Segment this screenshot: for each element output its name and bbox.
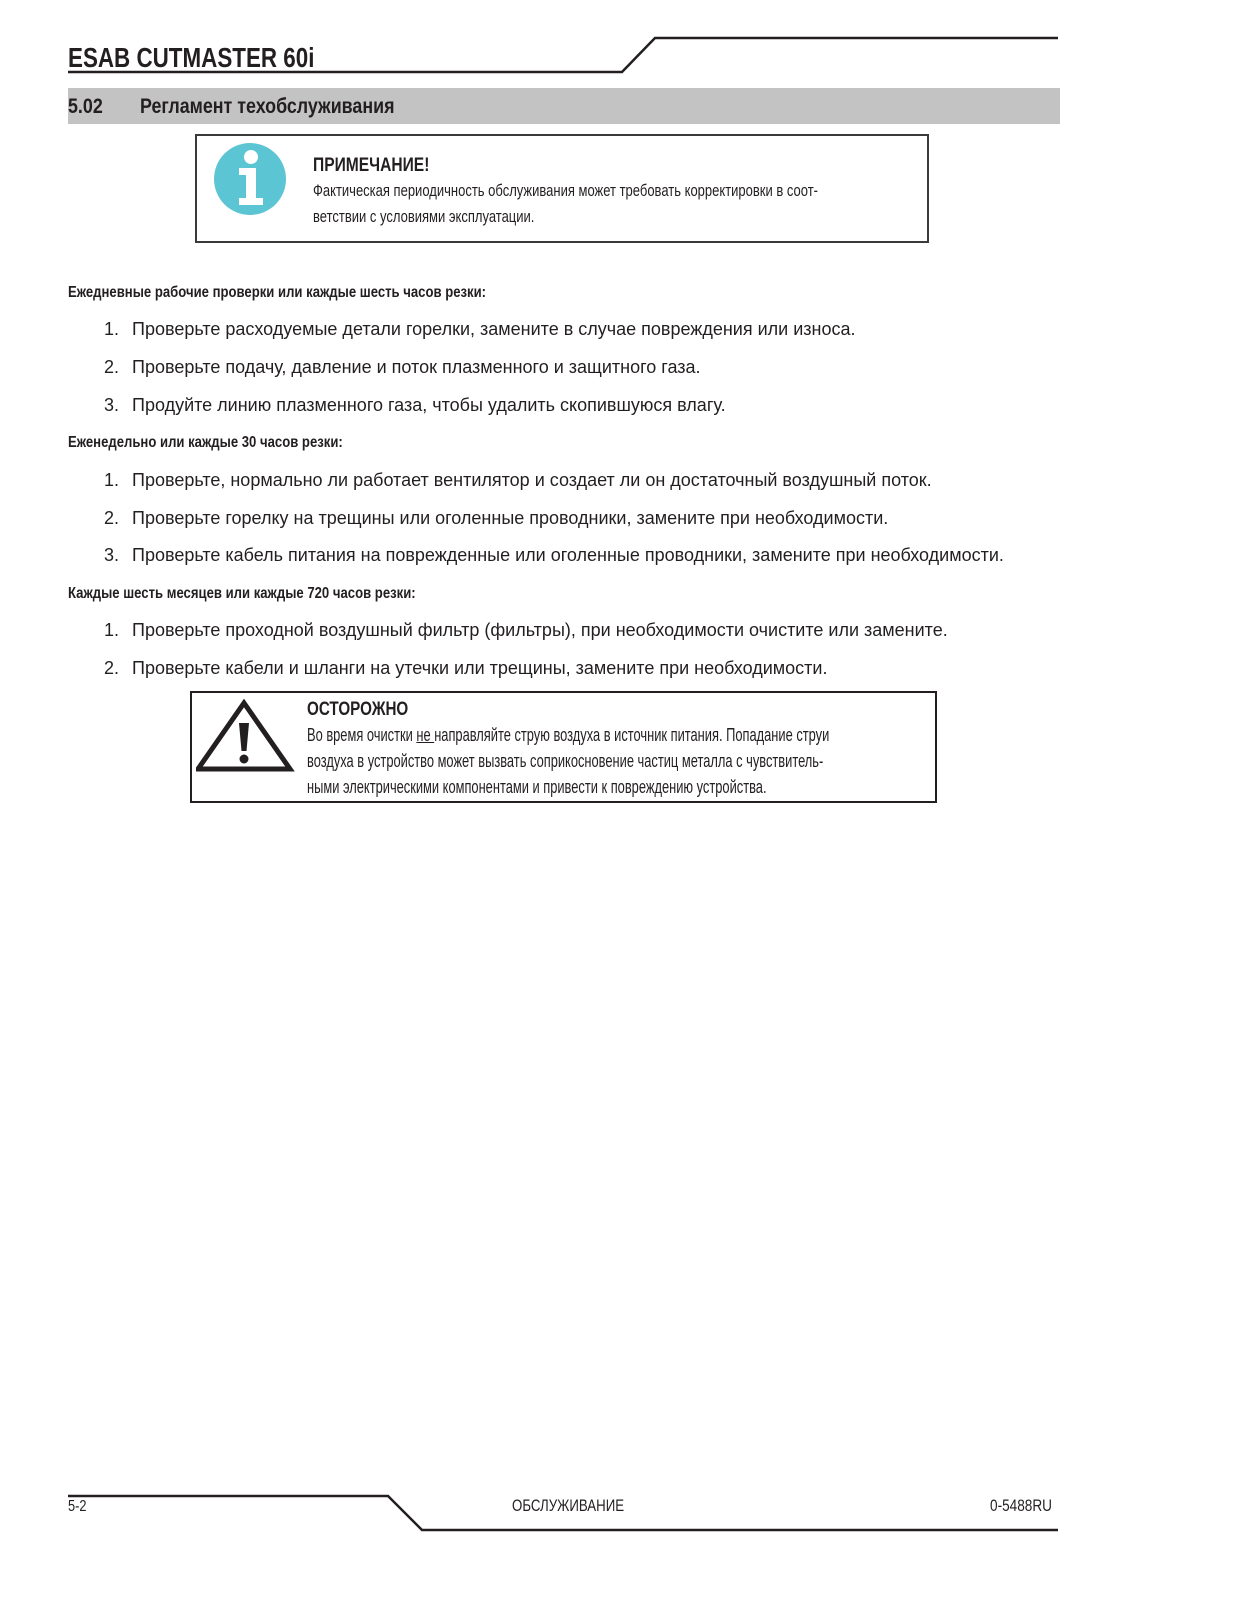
list-item xyxy=(104,508,888,529)
note-title: ПРИМЕЧАНИЕ! xyxy=(313,155,430,176)
note-text-line-1: Фактическая периодичность обслуживания может требовать корректировки в соот- xyxy=(313,181,819,200)
list-item xyxy=(104,658,827,679)
list-item-text: Проверьте проходной воздушный фильтр (фильтры), при необходимости очистите или замените. xyxy=(132,620,948,640)
list-item xyxy=(104,357,701,378)
list-item-number: 1. xyxy=(104,620,120,640)
caution-text-line-3: ными электрическими компонентами и привести к повреждению устройства. xyxy=(307,777,767,797)
info-icon xyxy=(214,143,286,215)
warning-icon xyxy=(196,699,296,773)
list-item xyxy=(104,620,948,641)
list-item-text: Проверьте подачу, давление и поток плазменного и защитного газа. xyxy=(132,357,701,377)
document-number: 0-5488RU xyxy=(990,1496,1052,1515)
list-item-text: Проверьте, нормально ли работает вентилятор и создает ли он достаточный воздушный поток. xyxy=(132,470,932,490)
section-title: Регламент техобслуживания xyxy=(140,95,395,118)
list-item-number: 1. xyxy=(104,470,120,490)
caution-text-line-1: Во время очистки не направляйте струю воздуха в источник питания. Попадание струи xyxy=(307,725,830,745)
list-item xyxy=(104,545,1004,566)
note-text-line-2: ветствии с условиями эксплуатации. xyxy=(313,207,535,226)
list-item-text: Проверьте расходуемые детали горелки, замените в случае повреждения или износа. xyxy=(132,319,856,339)
list-item-number: 1. xyxy=(104,319,120,339)
list-item xyxy=(104,470,932,491)
emphasis-not: не xyxy=(416,725,435,745)
page-number: 5-2 xyxy=(68,1498,87,1515)
list-item-number: 3. xyxy=(104,545,120,565)
list-item-text: Проверьте кабель питания на поврежденные или оголенные проводники, замените при необходимости. xyxy=(132,545,1004,565)
schedule-heading-daily: Ежедневные рабочие проверки или каждые шесть часов резки: xyxy=(68,284,487,301)
list-item xyxy=(104,395,726,416)
section-number: 5.02 xyxy=(68,95,103,118)
list-item-number: 2. xyxy=(104,658,120,678)
list-item-number: 2. xyxy=(104,508,120,528)
caution-text-line-2: воздуха в устройство может вызвать соприкосновение частиц металла с чувствитель- xyxy=(307,751,824,771)
schedule-heading-six-months: Каждые шесть месяцев или каждые 720 часов резки: xyxy=(68,585,416,602)
caution-title: ОСТОРОЖНО xyxy=(307,699,409,720)
manual-title: ESAB CUTMASTER 60i xyxy=(68,42,315,73)
list-item xyxy=(104,319,856,340)
list-item-text: Продуйте линию плазменного газа, чтобы удалить скопившуюся влагу. xyxy=(132,395,726,415)
schedule-heading-weekly: Еженедельно или каждые 30 часов резки: xyxy=(68,434,343,451)
list-item-text: Проверьте горелку на трещины или оголенные проводники, замените при необходимости. xyxy=(132,508,889,528)
footer-section-name: ОБСЛУЖИВАНИЕ xyxy=(512,1496,625,1515)
list-item-text: Проверьте кабели и шланги на утечки или трещины, замените при необходимости. xyxy=(132,658,828,678)
list-item-number: 3. xyxy=(104,395,120,415)
list-item-number: 2. xyxy=(104,357,120,377)
